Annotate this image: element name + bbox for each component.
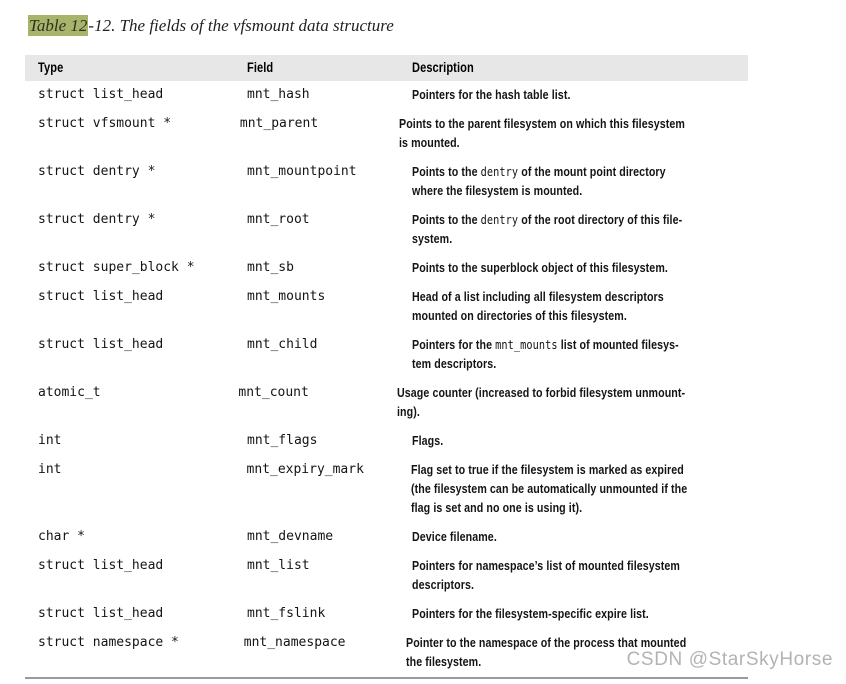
field-cell: mnt_list <box>247 558 310 573</box>
description-cell <box>412 210 748 248</box>
field-cell: mnt_hash <box>247 87 310 102</box>
description-cell <box>412 162 748 200</box>
field-cell: mnt_flags <box>247 433 318 448</box>
field-cell: mnt_sb <box>247 260 294 275</box>
caption-text: -12. The fields of the vfsmount data structure <box>88 16 394 35</box>
type-cell: struct list_head <box>38 87 164 102</box>
column-header-description: Description <box>412 60 474 75</box>
description-cell <box>412 335 748 373</box>
type-cell: char * <box>38 529 85 544</box>
field-cell: mnt_mountpoint <box>247 164 357 179</box>
description-cell <box>412 431 748 450</box>
field-cell: mnt_root <box>247 212 310 227</box>
description-text: Pointers for the mnt_mounts list of mounted filesys- tem descriptors. <box>412 337 679 371</box>
description-text: Pointer to the namespace of the process that mounted the filesystem. <box>406 635 687 669</box>
type-cell: struct super_block * <box>38 260 195 275</box>
type-cell: struct dentry * <box>38 164 156 179</box>
description-text: Points to the superblock object of this filesystem. <box>412 260 668 275</box>
caption-search-highlight: Table 12 <box>29 16 88 35</box>
type-cell: struct list_head <box>38 289 164 304</box>
type-cell: struct dentry * <box>38 212 156 227</box>
table-row <box>25 523 748 552</box>
table-row <box>25 427 748 456</box>
field-cell: mnt_parent <box>239 116 319 131</box>
inline-code: mnt_mounts <box>495 337 558 352</box>
description-cell <box>397 383 748 421</box>
description-text: Pointers for namespace’s list of mounted filesystem descriptors. <box>412 558 680 592</box>
table-row <box>25 331 748 379</box>
inline-code: dentry <box>480 212 519 227</box>
description-text: Points to the parent filesystem on which this filesystem is mounted. <box>399 116 686 150</box>
field-cell: mnt_devname <box>247 529 334 544</box>
description-text: Pointers for the filesystem-specific expire list. <box>412 606 649 621</box>
type-cell: int <box>38 462 62 477</box>
description-text: Head of a list including all filesystem descriptors mounted on directories of this filesystem. <box>412 289 664 323</box>
type-cell: struct namespace * <box>38 635 179 650</box>
description-cell <box>412 556 748 594</box>
description-text: Points to the dentry of the mount point directory where the filesystem is mounted. <box>412 164 666 198</box>
table-row <box>25 206 748 254</box>
table-row <box>25 110 748 158</box>
field-cell: mnt_fslink <box>247 606 326 621</box>
description-text: Device filename. <box>412 529 497 544</box>
description-cell <box>412 604 748 623</box>
table-header-row <box>25 55 748 81</box>
description-text: Flag set to true if the filesystem is marked as expired (the filesystem can be automatically unmounted if the flag is set and no one is using it). <box>411 462 688 515</box>
description-cell <box>412 85 748 104</box>
type-cell: struct list_head <box>38 558 164 573</box>
description-cell <box>399 114 748 152</box>
table-row <box>25 81 748 110</box>
type-cell: int <box>38 433 62 448</box>
type-cell: struct list_head <box>38 606 164 621</box>
field-cell: mnt_child <box>247 337 318 352</box>
table-row <box>25 254 748 283</box>
csdn-watermark: CSDN @StarSkyHorse <box>626 649 833 670</box>
description-cell <box>412 258 748 277</box>
column-header-field: Field <box>247 60 274 75</box>
table-row <box>25 600 748 629</box>
description-text: Pointers for the hash table list. <box>412 87 571 102</box>
description-cell <box>411 460 748 517</box>
type-cell: atomic_t <box>38 385 101 400</box>
table-row <box>25 158 748 206</box>
table-row <box>25 379 748 427</box>
column-header-type: Type <box>38 60 64 75</box>
table-row <box>25 456 748 523</box>
field-cell: mnt_mounts <box>247 289 326 304</box>
table-body <box>25 81 748 677</box>
vfsmount-fields-table <box>25 55 748 679</box>
table-row <box>25 283 748 331</box>
description-text: Points to the dentry of the root directory of this file- system. <box>412 212 683 246</box>
table-row <box>25 552 748 600</box>
field-cell: mnt_namespace <box>243 635 346 650</box>
type-cell: struct list_head <box>38 337 164 352</box>
table-caption <box>28 16 394 36</box>
description-text: Usage counter (increased to forbid filesystem unmount- ing). <box>396 385 685 419</box>
description-cell <box>412 287 748 325</box>
type-cell: struct vfsmount * <box>38 116 172 131</box>
inline-code: dentry <box>480 164 519 179</box>
field-cell: mnt_count <box>238 385 309 400</box>
description-text: Flags. <box>412 433 444 448</box>
field-cell: mnt_expiry_mark <box>246 462 364 477</box>
description-cell <box>412 527 748 546</box>
